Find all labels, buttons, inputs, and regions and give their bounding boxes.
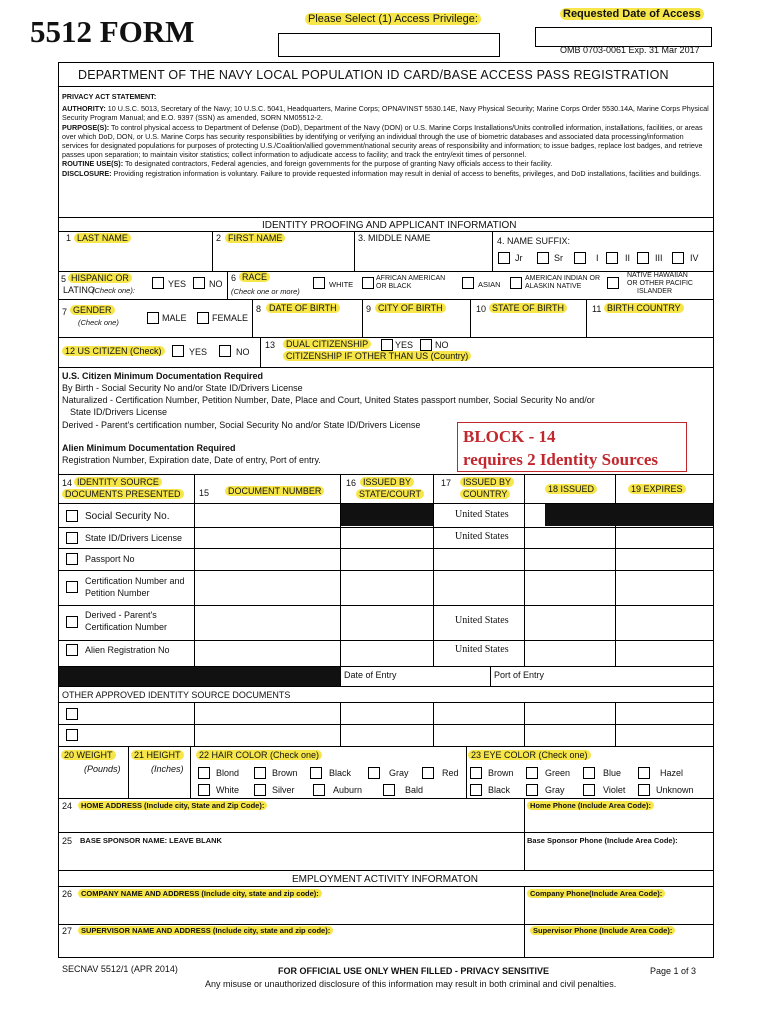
hair-brown-label: Brown (272, 768, 298, 778)
naturalized-note-2: State ID/Drivers License (70, 407, 168, 417)
row-label: Passport No (85, 554, 135, 564)
block-14-note-2: requires 2 Identity Sources (463, 450, 659, 469)
misuse-notice: Any misuse or unauthorized disclosure of this information may result in both criminal and civil penalties. (205, 979, 617, 989)
b7-num: 7 (62, 307, 68, 317)
hair-white-label: White (216, 785, 240, 795)
race-label: RACE (239, 272, 270, 282)
first-name-label: FIRST NAME (225, 233, 285, 243)
gender-label: GENDER (70, 305, 115, 315)
hispanic-yes-checkbox[interactable] (152, 277, 164, 289)
omb-number: OMB 0703-0061 Exp. 31 Mar 2017 (560, 45, 700, 55)
suffix-i-label: I (596, 253, 599, 263)
eye-unknown-checkbox[interactable] (638, 784, 650, 796)
row-country: United States (455, 644, 509, 655)
home-address-label: HOME ADDRESS (Include city, State and Zip Code): (78, 801, 267, 810)
row-label: Derived - Parent's (85, 610, 157, 620)
gender-hint: (Check one) (78, 318, 119, 327)
issued-by-state-header-2: STATE/COURT (356, 489, 424, 499)
privacy-statement: PRIVACY ACT STATEMENT: AUTHORITY: 10 U.S.C. 5013, Secretary of the Navy; 10 U.S.C. 5041, Headquarters, Marine Corps; OPNAVINST 5530.14E, Navy Physical Security; Marine Corps Order 5530.14A, Marine Corps Physical Security Program Manual; and E.O. 9397 (SSN) as amended, SORN NM05512-2. PURPOSE(S): To control physical access to Department of Defense (DoD), Department of the Navy (DON) or U.S. Marine Corps Installations/Units controlled information, installations, facilities, or areas over which DoD, DON, or U.S. Marine Corps has security responsibilities by identifying or verifying an individual through the use of biometric databases and associated data processing/information services for designated populations for purposes of protecting U.S./Coalition/allied government/national security areas of responsibility and information; to issue badges, replace lost badges, and retrieve passes upon separation; to maintain visitor statistics; collect information to adjudicate access to facility; and track the entry/exit times of personnel. ROUTINE USE(S): To designated contractors, Federal agencies, and foreign governments for the purpose of granting Navy officials access to their facility. DISCLOSURE: Providing registration information is voluntary. Failure to provide requested information may result in denial of access to benefits, privileges, and DoD installations, facilities and buildings. (62, 92, 709, 178)
city-of-birth-label: CITY OF BIRTH (375, 303, 446, 313)
b1-num: 1 (66, 233, 72, 243)
date-of-entry-label: Date of Entry (344, 670, 397, 680)
suffix-iii-label: III (655, 253, 663, 263)
sponsor-phone-label: Base Sponsor Phone (Include Area Code): (527, 836, 678, 845)
race-aa-label-2: OR BLACK (376, 283, 412, 290)
privilege-input[interactable] (278, 33, 500, 57)
suffix-jr-label: Jr (515, 253, 523, 263)
b8-num: 8 (256, 304, 262, 314)
suffix-jr-checkbox[interactable] (498, 252, 510, 264)
b5-num: 5 (61, 274, 67, 284)
eye-unknown-label: Unknown (656, 785, 694, 795)
last-name-label: LAST NAME (74, 233, 131, 243)
gender-female-checkbox[interactable] (197, 312, 209, 324)
hair-blond-label: Blond (216, 768, 240, 778)
race-white-label: WHITE (329, 280, 354, 289)
gender-male-label: MALE (162, 313, 187, 323)
employment-title: EMPLOYMENT ACTIVITY INFORMATON (292, 874, 478, 885)
page-number: Page 1 of 3 (650, 966, 697, 976)
b10-num: 10 (476, 304, 487, 314)
h15-num: 15 (199, 488, 210, 498)
hispanic-no-checkbox[interactable] (193, 277, 205, 289)
other-citizenship-label: CITIZENSHIP IF OTHER THAN US (Country) (283, 351, 471, 361)
b9-num: 9 (366, 304, 372, 314)
alien-registration-checkbox[interactable] (66, 644, 78, 656)
identity-source-header-2: DOCUMENTS PRESENTED (62, 489, 184, 499)
port-of-entry-label: Port of Entry (494, 670, 545, 680)
form-title: 5512 FORM (30, 14, 195, 49)
eye-hazel-checkbox[interactable] (638, 767, 650, 779)
eye-hazel-label: Hazel (660, 768, 684, 778)
dual-no-label: NO (435, 340, 449, 350)
hair-red-checkbox[interactable] (422, 767, 434, 779)
h16-num: 16 (346, 478, 357, 488)
alien-note: Registration Number, Expiration date, Date of entry, Port of entry. (62, 455, 321, 465)
suffix-sr-label: Sr (554, 253, 563, 263)
expires-header: 19 EXPIRES (628, 484, 686, 494)
requested-date-label: Requested Date of Access (560, 8, 704, 20)
supervisor-phone-label: Supervisor Phone (Include Area Code): (530, 926, 675, 935)
identity-source-header: IDENTITY SOURCE (74, 477, 162, 487)
height-unit: (Inches) (151, 764, 184, 774)
issued-by-country-header-2: COUNTRY (460, 489, 510, 499)
suffix-ii-checkbox[interactable] (606, 252, 618, 264)
race-white-checkbox[interactable] (313, 277, 325, 289)
naturalized-note: Naturalized - Certification Number, Petition Number, Date, Place and Court, United States passport number, Social Security No and/or (62, 395, 595, 405)
company-label: COMPANY NAME AND ADDRESS (Include city, state and zip code): (78, 889, 322, 898)
row-label: Social Security No. (85, 511, 170, 522)
eye-blue-checkbox[interactable] (583, 767, 595, 779)
middle-name-label: 3. MIDDLE NAME (358, 233, 431, 243)
other-doc-checkbox[interactable] (66, 708, 78, 720)
drivers-license-checkbox[interactable] (66, 532, 78, 544)
citizen-yes-label: YES (189, 347, 208, 357)
citizen-no-checkbox[interactable] (219, 345, 231, 357)
issued-by-country-header: ISSUED BY (460, 477, 514, 487)
row-country: United States (455, 531, 509, 542)
gender-male-checkbox[interactable] (147, 312, 159, 324)
eye-color-label: 23 EYE COLOR (Check one) (468, 750, 591, 760)
eye-green-checkbox[interactable] (526, 767, 538, 779)
b27-num: 27 (62, 926, 73, 936)
suffix-sr-checkbox[interactable] (537, 252, 549, 264)
hispanic-label: HISPANIC OR (68, 273, 132, 283)
check-one-hint: (Check one): (92, 286, 135, 295)
hair-auburn-label: Auburn (333, 785, 363, 795)
redacted-cell (545, 504, 713, 526)
b11-num: 11 (592, 304, 602, 314)
hair-silver-label: Silver (272, 785, 295, 795)
company-phone-label: Company Phone(Include Area Code): (527, 889, 665, 898)
h17-num: 17 (441, 478, 452, 488)
hair-bald-checkbox[interactable] (383, 784, 395, 796)
other-docs-label: OTHER APPROVED IDENTITY SOURCE DOCUMENTS (62, 690, 291, 700)
dual-no-checkbox[interactable] (420, 339, 432, 351)
eye-black-label: Black (488, 785, 511, 795)
ssn-checkbox[interactable] (66, 510, 78, 522)
b25-num: 25 (62, 836, 73, 846)
citizen-no-label: NO (236, 347, 250, 357)
race-nh-label-3: ISLANDER (637, 288, 673, 295)
hair-white-checkbox[interactable] (198, 784, 210, 796)
us-doc-title: U.S. Citizen Minimum Documentation Required (62, 371, 264, 381)
b26-num: 26 (62, 889, 73, 899)
hair-black-checkbox[interactable] (310, 767, 322, 779)
hair-gray-checkbox[interactable] (368, 767, 380, 779)
birth-country-label: BIRTH COUNTRY (604, 303, 684, 313)
b6-num: 6 (231, 273, 237, 283)
issued-by-state-header: ISSUED BY (360, 477, 414, 487)
eye-black-checkbox[interactable] (470, 784, 482, 796)
other-doc-checkbox[interactable] (66, 729, 78, 741)
row-label: Certification Number and (85, 576, 185, 586)
race-ai-checkbox[interactable] (510, 277, 522, 289)
row-label: State ID/Drivers License (85, 533, 183, 543)
row-country: United States (455, 615, 509, 626)
suffix-iii-checkbox[interactable] (637, 252, 649, 264)
redacted-cell (59, 667, 340, 686)
name-suffix-label: 4. NAME SUFFIX: (497, 236, 571, 246)
race-ai-label-2: ALASKIN NATIVE (525, 283, 582, 290)
race-asian-checkbox[interactable] (462, 277, 474, 289)
certification-checkbox[interactable] (66, 581, 78, 593)
b24-num: 24 (62, 801, 73, 811)
document-number-header: DOCUMENT NUMBER (225, 486, 324, 496)
dob-label: DATE OF BIRTH (266, 303, 340, 313)
race-hint: (Check one or more) (231, 287, 300, 296)
suffix-ii-label: II (625, 253, 631, 263)
supervisor-label: SUPERVISOR NAME AND ADDRESS (Include city, state and zip code): (78, 926, 333, 935)
state-of-birth-label: STATE OF BIRTH (489, 303, 567, 313)
eye-gray-checkbox[interactable] (526, 784, 538, 796)
eye-brown-checkbox[interactable] (470, 767, 482, 779)
hair-silver-checkbox[interactable] (254, 784, 266, 796)
eye-green-label: Green (545, 768, 571, 778)
race-nh-label: NATIVE HAWAIIAN (627, 272, 688, 279)
dual-yes-checkbox[interactable] (381, 339, 393, 351)
fouo-notice: FOR OFFICIAL USE ONLY WHEN FILLED - PRIVACY SENSITIVE (278, 966, 550, 976)
identity-section-title: IDENTITY PROOFING AND APPLICANT INFORMATION (262, 220, 517, 231)
race-asian-label: ASIAN (478, 280, 501, 289)
hair-red-label: Red (442, 768, 459, 778)
h14-num: 14 (62, 478, 73, 488)
race-nh-label-2: OR OTHER PACIFIC (627, 280, 693, 287)
by-birth-note: By Birth - Social Security No and/or State ID/Drivers License (62, 383, 303, 393)
issued-header: 18 ISSUED (545, 484, 597, 494)
suffix-iv-label: IV (690, 253, 699, 263)
suffix-iv-checkbox[interactable] (672, 252, 684, 264)
passport-checkbox[interactable] (66, 553, 78, 565)
hispanic-yes-label: YES (168, 279, 187, 289)
hair-black-label: Black (329, 768, 352, 778)
department-title: DEPARTMENT OF THE NAVY LOCAL POPULATION ID CARD/BASE ACCESS PASS REGISTRATION (78, 68, 669, 82)
derived-note: Derived - Parent's certification number, Social Security No and/or State ID/Drivers License (62, 420, 421, 430)
eye-gray-label: Gray (545, 785, 565, 795)
hair-bald-label: Bald (405, 785, 424, 795)
dual-citizenship-label: DUAL CITIZENSHIP (283, 339, 371, 349)
requested-date-input[interactable] (535, 27, 712, 47)
hair-auburn-checkbox[interactable] (313, 784, 325, 796)
citizen-yes-checkbox[interactable] (172, 345, 184, 357)
race-ai-label: AMERICAN INDIAN OR (525, 275, 601, 282)
hair-blond-checkbox[interactable] (198, 767, 210, 779)
race-aa-checkbox[interactable] (362, 277, 374, 289)
eye-violet-checkbox[interactable] (583, 784, 595, 796)
latino-label: LATINO (63, 285, 95, 295)
race-aa-label: AFRICAN AMERICAN (376, 275, 446, 282)
us-citizen-label: 12 US CITIZEN (Check) (62, 346, 165, 356)
row-label-2: Certification Number (85, 622, 168, 632)
weight-label: 20 WEIGHT (61, 750, 116, 760)
dual-yes-label: YES (395, 340, 414, 350)
privilege-label: Please Select (1) Access Privilege: (305, 13, 481, 25)
sponsor-name-label: BASE SPONSOR NAME: LEAVE BLANK (80, 836, 222, 845)
block-14-note: BLOCK - 14 (463, 427, 556, 446)
home-phone-label: Home Phone (Include Area Code): (527, 801, 654, 810)
gender-female-label: FEMALE (212, 313, 249, 323)
hair-gray-label: Gray (389, 768, 409, 778)
eye-brown-label: Brown (488, 768, 514, 778)
row-label: Alien Registration No (85, 645, 170, 655)
suffix-i-checkbox[interactable] (574, 252, 586, 264)
redacted-cell (341, 504, 433, 526)
weight-unit: (Pounds) (84, 764, 121, 774)
height-label: 21 HEIGHT (131, 750, 184, 760)
hispanic-no-label: NO (209, 279, 223, 289)
hair-color-label: 22 HAIR COLOR (Check one) (196, 750, 322, 760)
alien-doc-title: Alien Minimum Documentation Required (62, 443, 236, 453)
form-id: SECNAV 5512/1 (APR 2014) (62, 964, 178, 974)
b2-num: 2 (216, 233, 222, 243)
race-nh-checkbox[interactable] (607, 277, 619, 289)
hair-brown-checkbox[interactable] (254, 767, 266, 779)
row-label-2: Petition Number (85, 588, 150, 598)
b13-num: 13 (265, 340, 276, 350)
derived-checkbox[interactable] (66, 616, 78, 628)
row-country: United States (455, 509, 509, 520)
eye-blue-label: Blue (603, 768, 622, 778)
eye-violet-label: Violet (603, 785, 626, 795)
